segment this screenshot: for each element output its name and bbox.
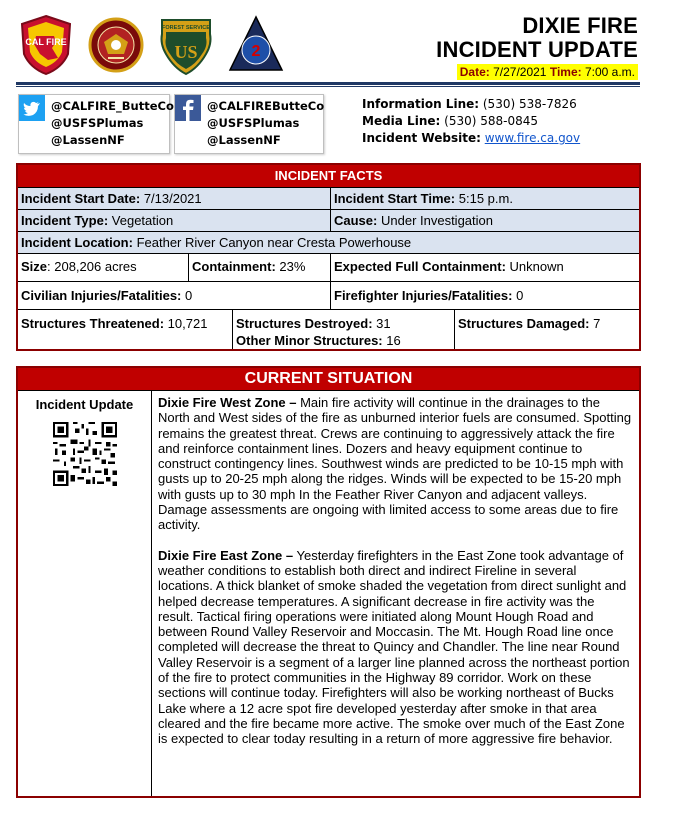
qr-code-icon[interactable]	[53, 422, 117, 486]
title-line-2: INCIDENT UPDATE	[436, 37, 638, 62]
twitter-handle[interactable]: @LassenNF	[51, 133, 125, 147]
date-time-line	[457, 64, 638, 80]
facts-row-structures	[18, 309, 639, 349]
svg-text:FOREST SERVICE: FOREST SERVICE	[162, 25, 210, 31]
twitter-handle[interactable]: @USFSPlumas	[51, 116, 144, 130]
current-situation-table	[16, 366, 641, 798]
facebook-handle[interactable]: @LassenNF	[207, 133, 281, 147]
current-situation-header: CURRENT SITUATION	[18, 368, 639, 390]
incident-website: Incident Website: www.fire.ca.gov	[362, 131, 581, 145]
facts-row-location	[18, 231, 639, 253]
svg-text:CAL FIRE: CAL FIRE	[25, 37, 67, 47]
facebook-icon	[175, 95, 201, 121]
expected-full-containment: Expected Full Containment: Unknown	[330, 254, 639, 281]
incident-size: Size: 208,206 acres	[21, 259, 137, 274]
facts-row-type	[18, 209, 639, 231]
time-label: Time:	[549, 65, 582, 79]
incident-team-2-logo-icon	[228, 14, 284, 76]
east-zone-paragraph: Dixie Fire East Zone – Yesterday firefighters in the East Zone took advantage of weather conditions to establish both direct and indirect Fireline in several locations. A thick blanket of smoke shaded the vegetation from direct sunlight and helped decrease temperatures. A significant decrease in fire activity was the result. Tactical firing operations were initiated along Mount Hough Road and between Round Valley Reservoir and Moccasin. The Mt. Hough Road line once completed will decrease the threat to Quincy and Chandler. The line near Round Valley Reservoir is a segment of a larger line planned across the northeast portion of the fire to protect communities in the Highway 89 corridor. Work on these sections will continue today. Firefighters will also be working northeast of Bucks Lake where a 12 acre spot fire developed yesterday after smoke in that area cleared and the fire became more active. The smoke over much of the East Zone is expected to clear today resulting in a return of more aggressive fire behavior.	[158, 547, 630, 747]
other-minor-structures: Other Minor Structures: 16	[236, 333, 401, 348]
facebook-box	[174, 94, 324, 154]
incident-start-date: Incident Start Date: 7/13/2021	[21, 191, 202, 206]
incident-type: Incident Type: Vegetation	[21, 213, 174, 228]
facts-row-injuries	[18, 281, 639, 309]
facts-row-start	[18, 187, 639, 209]
structures-threatened: Structures Threatened: 10,721	[21, 316, 208, 331]
agency-logos	[18, 12, 284, 78]
incident-start-time: Incident Start Time: 5:15 p.m.	[330, 188, 639, 209]
title-line-1: DIXIE FIRE	[522, 13, 638, 38]
title-block	[436, 14, 638, 81]
header-divider-thin	[16, 86, 640, 87]
time-value: 7:00 a.m.	[584, 65, 635, 79]
incident-facts-table	[16, 163, 641, 351]
incident-facts-header: INCIDENT FACTS	[18, 165, 639, 187]
structures-destroyed: Structures Destroyed: 31 Other Minor Structures: 16	[232, 310, 454, 349]
twitter-icon	[19, 95, 45, 121]
svg-text:US: US	[174, 42, 198, 62]
facts-row-size	[18, 253, 639, 281]
firefighter-injuries: Firefighter Injuries/Fatalities: 0	[330, 282, 639, 309]
forest-service-shield-icon	[158, 14, 214, 76]
date-label: Date:	[459, 65, 490, 79]
current-situation-body	[18, 390, 639, 796]
media-line: Media Line: (530) 588-0845	[362, 114, 538, 128]
civilian-injuries: Civilian Injuries/Fatalities: 0	[21, 288, 193, 303]
information-line: Information Line: (530) 538-7826	[362, 97, 577, 111]
incident-containment: Containment: 23%	[188, 254, 330, 281]
twitter-handle[interactable]: @CALFIRE_ButteCo	[51, 99, 174, 113]
date-value: 7/27/2021	[493, 65, 547, 79]
svg-text:2: 2	[251, 43, 261, 60]
west-zone-paragraph: Dixie Fire West Zone – Main fire activity will continue in the drainages to the North and West sides of the fire as unburned interior fuels are consumed. Spotting remains the greatest threat. Crews are continuing to aggressively attack the fire and reinforce containment lines. Dozers and heavy equipment continue to construct contingency lines. Southwest winds are predicted to be 10-15 mph with gusts up to 20-25 mph along the ridges. Winds will be expected to be 15-20 mph with gusts up to 30 mph In the Feather River Canyon and adjacent valleys. Damage assessments are ongoing with limited access to some areas due to fire activity.	[158, 395, 632, 533]
facebook-handle[interactable]: @CALFIREButteCo	[207, 99, 325, 113]
situation-text	[152, 391, 639, 796]
twitter-box	[18, 94, 174, 154]
incident-cause: Cause: Under Investigation	[330, 210, 639, 231]
incident-update-column	[18, 391, 152, 796]
incident-update-label: Incident Update	[35, 397, 134, 412]
twitter-handles	[51, 98, 174, 149]
header-divider	[16, 82, 640, 85]
facebook-handles	[207, 98, 324, 149]
seal-logo-icon	[88, 14, 144, 76]
calfire-logo-icon	[18, 14, 74, 76]
contact-info	[362, 96, 580, 147]
structures-damaged: Structures Damaged: 7	[454, 310, 639, 349]
facebook-handle[interactable]: @USFSPlumas	[207, 116, 300, 130]
website-link[interactable]: www.fire.ca.gov	[484, 131, 581, 145]
incident-location: Incident Location: Feather River Canyon near Cresta Powerhouse	[21, 235, 412, 250]
